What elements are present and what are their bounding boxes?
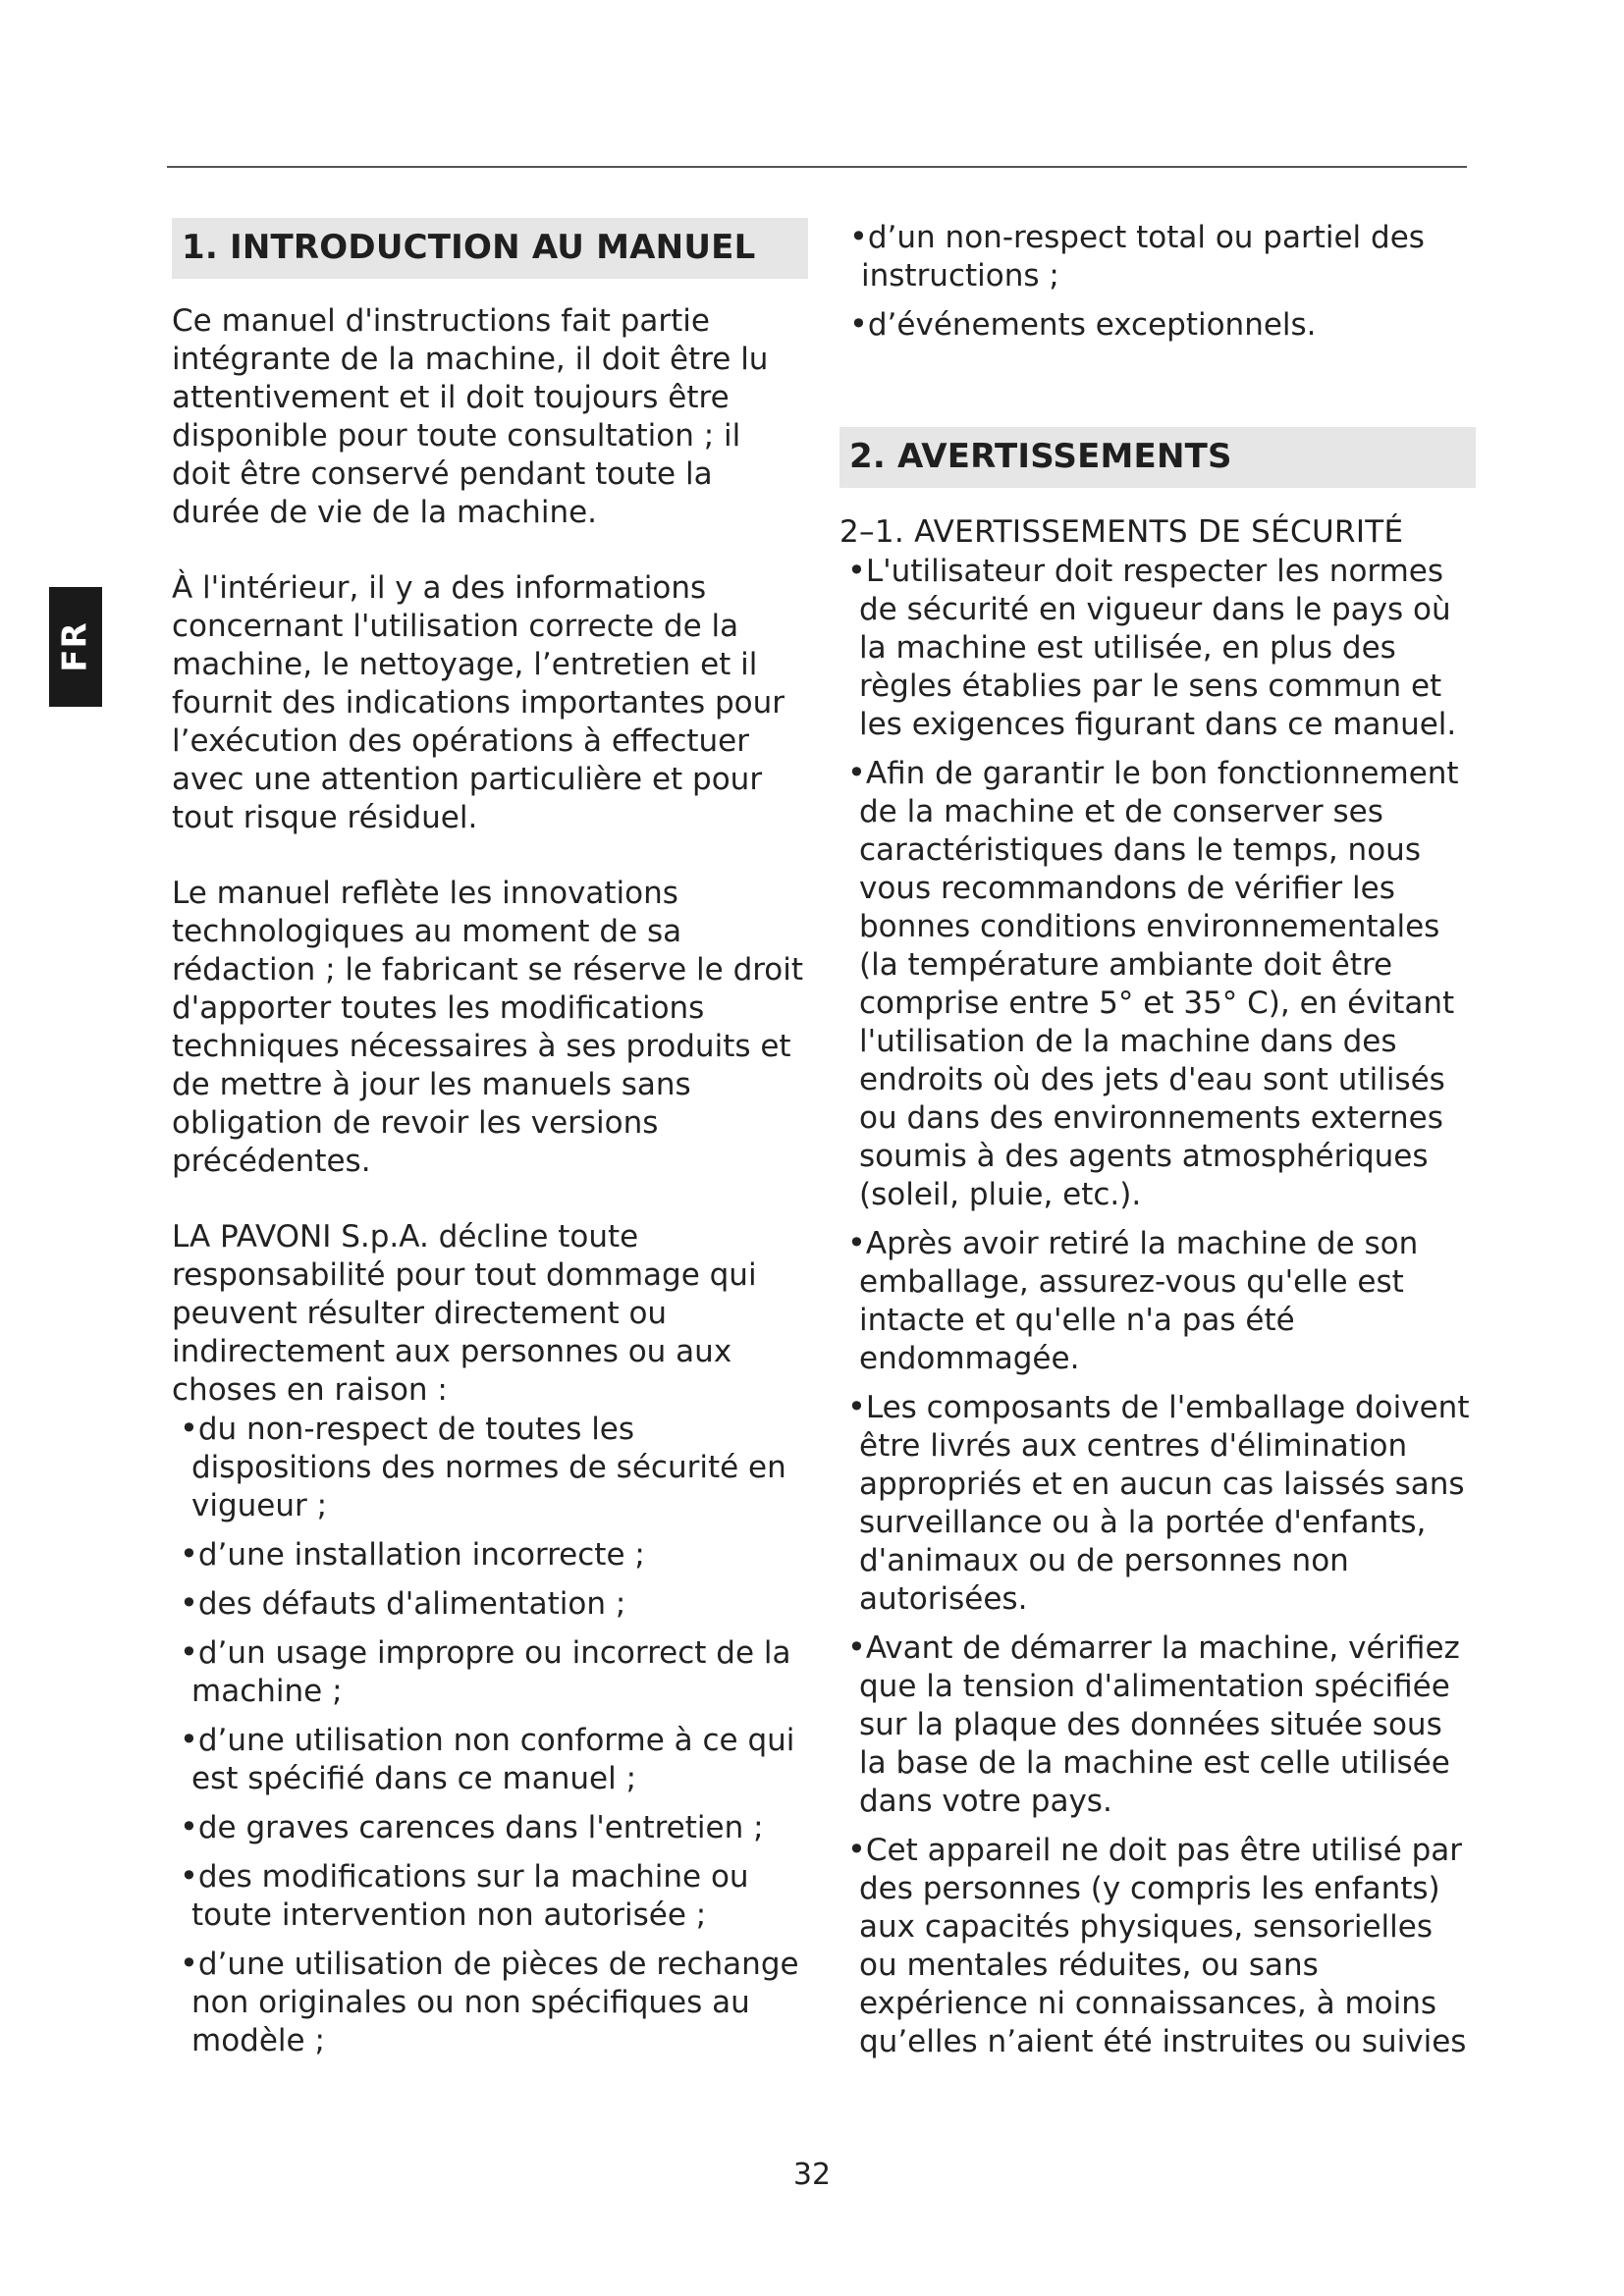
- list-item: •Après avoir retiré la machine de son emballage, assurez-vous qu'elle est intacte et qu'elle n'a pas été endommagée.: [847, 1224, 1419, 1376]
- liability-list-continued: [839, 218, 1476, 345]
- safety-warnings-list: [839, 552, 1476, 2061]
- list-item: •de graves carences dans l'entretien ;: [180, 1808, 764, 1845]
- language-tab-label: FR: [56, 621, 95, 672]
- list-item: •d’une utilisation non conforme à ce qui est spécifié dans ce manuel ;: [180, 1721, 795, 1796]
- list-item: •Avant de démarrer la machine, vérifiez que la tension d'alimentation spécifiée sur la plaque des données située sous la base de la machine est celle utilisée dans votre pays.: [847, 1629, 1460, 1819]
- list-item: •L'utilisateur doit respecter les normes de sécurité en vigueur dans le pays où la machine est utilisée, en plus des règles établies par le sens commun et les exigences figurant dans ce manuel.: [847, 552, 1457, 742]
- list-item: •d’un non-respect total ou partiel des instructions ;: [849, 218, 1425, 294]
- list-item: •des défauts d'alimentation ;: [180, 1584, 626, 1622]
- list-item: •Les composants de l'emballage doivent être livrés aux centres d'élimination appropriés et en aucun cas laissés sans surveillance ou à la portée d'enfants, d'animaux ou de personnes non autorisées.: [847, 1388, 1470, 1617]
- section-1-paragraph-2: À l'intérieur, il y a des informations concernant l'utilisation correcte de la machine, le nettoyage, l’entretien et il fournit des indications importantes pour l’exécution des opérations à effectuer avec une attention particulière et pour tout risque résiduel.: [172, 570, 785, 835]
- language-tab: [49, 587, 102, 707]
- list-item: •d’une installation incorrecte ;: [180, 1535, 645, 1573]
- section-1-paragraph-1: Ce manuel d'instructions fait partie intégrante de la machine, il doit être lu attentivement et il doit toujours être disponible pour toute consultation ; il doit être conservé pendant toute la durée de vie de la machine.: [172, 303, 769, 530]
- subsection-2-1-title: 2–1. AVERTISSEMENTS DE SÉCURITÉ: [839, 514, 1404, 550]
- left-column: [172, 218, 808, 2070]
- liability-list: [172, 1410, 808, 2060]
- header-rule: [167, 166, 1467, 168]
- list-item: •du non-respect de toutes les dispositions des normes de sécurité en vigueur ;: [180, 1410, 786, 1523]
- section-1-paragraph-3: Le manuel reflète les innovations technologiques au moment de sa rédaction ; le fabricant se réserve le droit d'apporter toutes les modifications techniques nécessaires à ses produits et de mettre à jour les manuels sans obligation de revoir les versions précédentes.: [172, 876, 804, 1179]
- list-item: •Cet appareil ne doit pas être utilisé par des personnes (y compris les enfants) aux capacités physiques, sensorielles ou mentales réduites, ou sans expérience ni connaissances, à moins qu’elles n’aient été instruites ou suivies: [847, 1831, 1467, 2059]
- section-1-title: 1. INTRODUCTION AU MANUEL: [172, 218, 808, 279]
- list-item: •d’événements exceptionnels.: [849, 305, 1317, 343]
- list-item: •Afin de garantir le bon fonctionnement de la machine et de conserver ses caractéristiques dans le temps, nous vous recommandons de vérifier les bonnes conditions environnementales (la température ambiante doit être comprise entre 5° et 35° C), en évitant l'utilisation de la machine dans des endroits où des jets d'eau sont utilisés ou dans des environnements externes soumis à des agents atmosphériques (soleil, pluie, etc.).: [847, 754, 1459, 1212]
- list-item: •d’une utilisation de pièces de rechange non originales ou non spécifiques au modèle ;: [180, 1945, 799, 2058]
- list-item: •des modifications sur la machine ou toute intervention non autorisée ;: [180, 1857, 749, 1933]
- section-spacer: [839, 354, 1476, 427]
- section-2-title: 2. AVERTISSEMENTS: [839, 427, 1476, 488]
- right-column: [839, 218, 1476, 2071]
- list-item: •d’un usage impropre ou incorrect de la machine ;: [180, 1633, 791, 1709]
- section-1-paragraph-4: LA PAVONI S.p.A. décline toute responsabilité pour tout dommage qui peuvent résulter directement ou indirectement aux personnes ou aux choses en raison :: [172, 1219, 757, 1408]
- page-number: 32: [792, 2158, 832, 2192]
